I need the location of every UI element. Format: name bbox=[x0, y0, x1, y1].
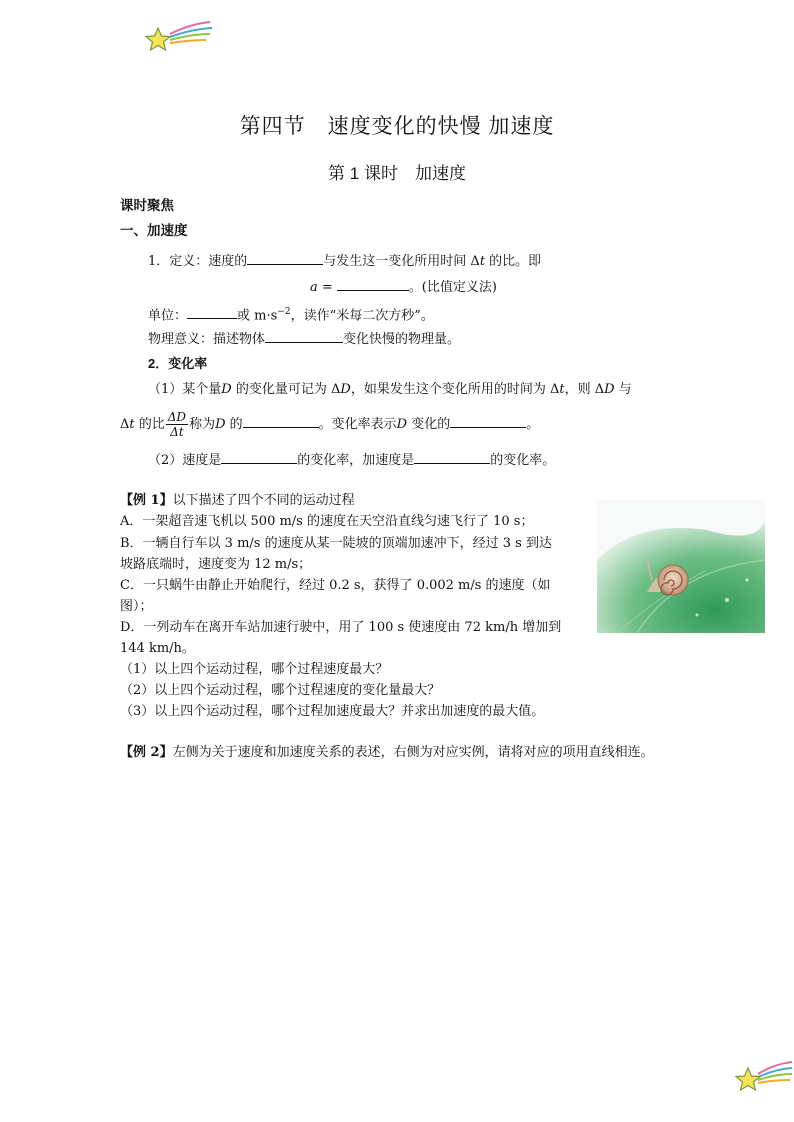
example1-option-b: B．一辆自行车以 3 m/s 的速度从某一陡坡的顶端加速冲下，经过 3 s 到达 bbox=[120, 536, 552, 551]
example1-option-b-cont: 坡路底端时，速度变为 12 m/s； bbox=[120, 557, 312, 572]
snail-photo bbox=[597, 500, 765, 633]
rate-heading: 2．变化率 bbox=[148, 356, 208, 371]
example1-option-d: D．一列动车在离开车站加速行驶中，用了 100 s 使速度由 72 km/h 增加到 bbox=[120, 620, 562, 635]
star-decoration-icon bbox=[728, 1058, 794, 1100]
section-acceleration-heading: 一、加速度 bbox=[120, 223, 188, 238]
blank-field bbox=[243, 414, 319, 428]
blank-field bbox=[337, 277, 409, 291]
example1-question-3: （3）以上四个运动过程，哪个过程加速度最大？并求出加速度的最大值。 bbox=[120, 704, 545, 719]
example1-option-a: A．一架超音速飞机以 500 m/s 的速度在天空沿直线匀速飞行了 10 s； bbox=[120, 514, 534, 529]
example1-option-c: C．一只蜗牛由静止开始爬行，经过 0.2 s，获得了 0.002 m/s 的速度（如 bbox=[120, 578, 551, 593]
blank-field bbox=[414, 450, 490, 464]
blank-field bbox=[265, 329, 343, 343]
meaning-line: 物理意义：描述物体 变化快慢的物理量。 bbox=[148, 329, 460, 349]
blank-field bbox=[221, 450, 297, 464]
example1-intro: 【例 1】以下描述了四个不同的运动过程 bbox=[120, 493, 355, 508]
section-focus-heading: 课时聚焦 bbox=[120, 198, 174, 213]
definition-line: 1．定义：速度的 与发生这一变化所用时间 Δt 的比。即 bbox=[148, 251, 541, 271]
formula-line: a = 。(比值定义法) bbox=[310, 277, 497, 297]
page-subtitle: 第 1 课时 加速度 bbox=[328, 164, 466, 183]
example1-option-c-cont: 图）； bbox=[120, 599, 153, 614]
rate-line-1: （1）某个量D 的变化量可记为 ΔD，如果发生这个变化所用的时间为 Δt，则 ΔD 与 bbox=[148, 382, 632, 397]
example2-text: 【例 2】左侧为关于速度和加速度关系的表述，右侧为对应实例，请将对应的项用直线相连。 bbox=[120, 745, 654, 760]
page-title: 第四节 速度变化的快慢 加速度 bbox=[239, 115, 555, 138]
example1-option-d-cont: 144 km/h。 bbox=[120, 641, 195, 656]
snail-leaf-image bbox=[597, 500, 765, 633]
blank-field bbox=[247, 251, 323, 265]
star-decoration-icon bbox=[140, 18, 220, 60]
blank-field bbox=[187, 305, 237, 319]
example1-question-1: （1）以上四个运动过程，哪个过程速度最大？ bbox=[120, 662, 389, 677]
rate-line-3: （2）速度是 的变化率，加速度是 的变化率。 bbox=[148, 450, 555, 470]
delta-fraction: $\frac{\Delta D}{\Delta t}$ bbox=[167, 410, 187, 439]
example1-question-2: （2）以上四个运动过程，哪个过程速度的变化量最大？ bbox=[120, 683, 441, 698]
rate-line-2: Δt 的比 $\frac{\Delta D}{\Delta t}$ 称为D 的 。变化率表示D 变化的 。 bbox=[120, 410, 540, 439]
unit-line: 单位： 或 $m\cdot s^{-2}$，读作“米每二次方秒”。 bbox=[148, 307, 434, 324]
blank-field bbox=[450, 414, 526, 428]
